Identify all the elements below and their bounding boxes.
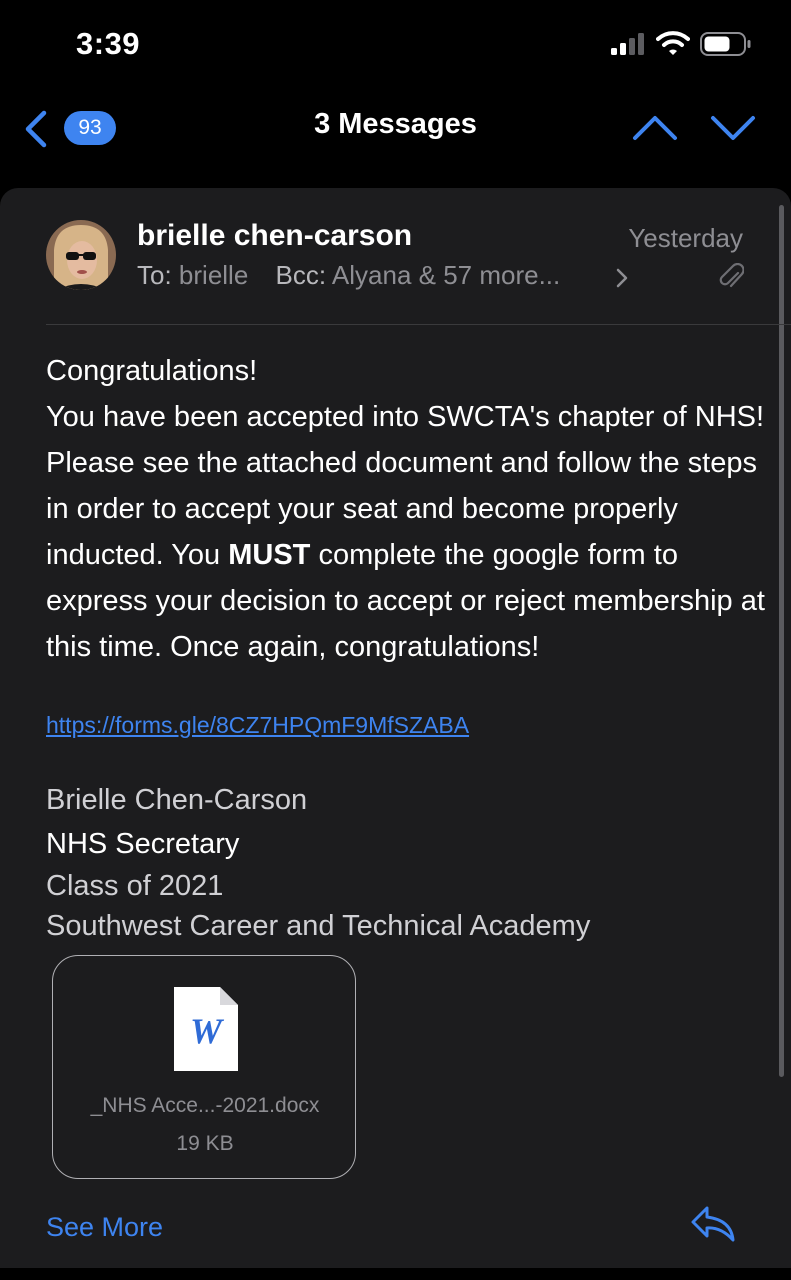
signature-role: NHS Secretary — [46, 828, 240, 860]
sender-name[interactable]: brielle chen-carson — [137, 219, 413, 252]
word-document-icon — [172, 985, 240, 1073]
bcc-value: Alyana & 57 more... — [331, 260, 561, 290]
body-greeting: Congratulations! — [46, 355, 258, 387]
signature-class: Class of 2021 — [46, 870, 224, 902]
chevron-up-icon[interactable] — [630, 108, 680, 148]
to-value: brielle — [178, 260, 249, 290]
body-emphasis: MUST — [228, 539, 311, 571]
body-text-part: complete the google form to express your decision to accept or reject membership at this time. Once again, congratulations! — [46, 539, 765, 663]
body-text-part: You have been accepted into SWCTA's chapter of NHS! Please see the attached document and follow the steps in order to accept your seat and become properly inducted. You — [46, 401, 765, 571]
status-bar — [0, 0, 791, 90]
navigation-bar — [0, 90, 791, 168]
message-body — [46, 348, 766, 670]
header-divider — [46, 324, 791, 325]
reply-icon[interactable] — [689, 1204, 737, 1244]
signature-name: Brielle Chen-Carson — [46, 784, 308, 816]
form-link[interactable]: https://forms.gle/8CZ7HPQmF9MfSZABA — [46, 712, 470, 738]
avatar-image — [46, 220, 116, 290]
attachment-filename: _NHS Acce...-2021.docx — [90, 1094, 320, 1117]
attachment-tile[interactable] — [52, 955, 356, 1179]
paperclip-icon — [718, 263, 744, 291]
unread-count-badge: 93 — [64, 111, 116, 145]
to-label: To: — [137, 260, 172, 290]
body-paragraph — [46, 394, 766, 670]
avatar[interactable] — [46, 220, 116, 290]
chevron-right-icon[interactable] — [614, 266, 630, 290]
see-more-button[interactable]: See More — [46, 1212, 164, 1242]
signal-icon — [611, 33, 647, 55]
status-time: 3:39 — [76, 26, 141, 61]
page-title: 3 Messages — [314, 108, 477, 140]
message-date: Yesterday — [628, 223, 743, 253]
attachment-size: 19 KB — [176, 1132, 234, 1155]
scrollbar[interactable] — [779, 205, 784, 1077]
signature-school: Southwest Career and Technical Academy — [46, 910, 591, 942]
battery-icon — [700, 32, 752, 56]
chevron-down-icon[interactable] — [708, 108, 758, 148]
bcc-label: Bcc: — [275, 260, 327, 290]
recipients-line[interactable] — [137, 260, 560, 291]
wifi-icon — [656, 30, 690, 56]
svg-text:W: W — [189, 1011, 223, 1051]
